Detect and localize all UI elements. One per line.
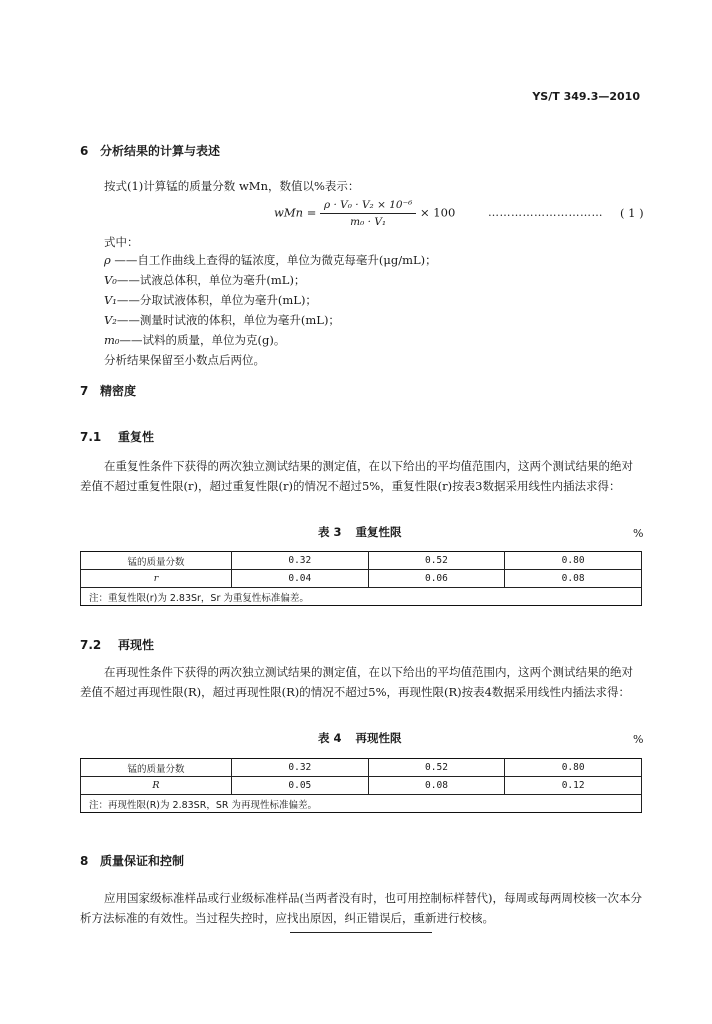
formula-fraction <box>320 198 416 229</box>
where-label: 式中： <box>104 235 139 249</box>
table-note-row: 注：再现性限(R)为 2.83SR，SR 为再现性标准偏差。 <box>81 795 642 813</box>
repeatability-paragraph: 在重复性条件下获得的两次独立测试结果的测定值，在以下给出的平均值范围内，这两个测试结果的绝对差值不超过重复性限(r)，超过重复性限(r)的情况不超过5%，重复性限(r)按表3数据采用线性内插法求得： <box>80 459 633 493</box>
table-3-unit: % <box>633 527 644 540</box>
table-row: R 0.05 0.08 0.12 <box>81 777 642 795</box>
section-7-2-heading: 7.2 再现性 <box>80 638 155 652</box>
table-4-unit: % <box>633 733 644 746</box>
end-rule <box>290 932 432 933</box>
table-3 <box>80 551 642 606</box>
section-title: 分析结果的计算与表述 <box>100 144 221 158</box>
formula-eq: = <box>306 205 317 220</box>
variable-item: V₂——测量时试液的体积，单位为毫升(mL)； <box>104 313 340 327</box>
section-7-heading: 7 精密度 <box>80 384 137 398</box>
formula-1 <box>274 198 455 229</box>
table-row: r 0.04 0.06 0.08 <box>81 570 642 588</box>
formula-numerator: ρ · V₀ · V₂ × 10⁻⁶ <box>320 198 416 214</box>
table-4 <box>80 758 642 813</box>
formula-lhs: wMn <box>274 205 304 220</box>
quality-control-paragraph: 应用国家级标准样品或行业级标准样品(当两者没有时，也可用控制标样替代)，每周或每两周校核一次本分析方法标准的有效性。当过程失控时，应找出原因，纠正错误后，重新进行校核。 <box>80 891 642 925</box>
variable-item: ρ ——自工作曲线上查得的锰浓度，单位为微克每毫升(μg/mL)； <box>104 253 437 267</box>
section-6-heading <box>80 142 220 159</box>
formula-leader-dots: ………………………… <box>488 206 603 219</box>
variable-item: m₀——试料的质量，单位为克(g)。 <box>104 333 286 347</box>
variable-item: V₁——分取试液体积，单位为毫升(mL)； <box>104 293 317 307</box>
table-3-caption: 表 3 重复性限 <box>318 525 402 539</box>
table-note-row: 注：重复性限(r)为 2.83Sr，Sr 为重复性标准偏差。 <box>81 588 642 606</box>
variable-list <box>104 250 437 370</box>
reproducibility-paragraph: 在再现性条件下获得的两次独立测试结果的测定值，在以下给出的平均值范围内，这两个测试结果的绝对差值不超过再现性限(R)，超过再现性限(R)的情况不超过5%，再现性限(R)按表4数据采用线性内插法求得： <box>80 665 633 699</box>
table-row: 锰的质量分数 0.32 0.52 0.80 <box>81 759 642 777</box>
result-note: 分析结果保留至小数点后两位。 <box>104 353 265 367</box>
variable-item: V₀——试液总体积，单位为毫升(mL)； <box>104 273 306 287</box>
formula-number: ( 1 ) <box>620 206 644 220</box>
formula-denominator: m₀ · V₁ <box>350 216 387 228</box>
section-number: 6 <box>80 144 89 158</box>
standard-code: YS/T 349.3—2010 <box>532 90 640 103</box>
formula-times: × 100 <box>420 205 456 220</box>
table-4-caption: 表 4 再现性限 <box>318 731 402 745</box>
section-8-heading: 8 质量保证和控制 <box>80 854 185 868</box>
calc-intro: 按式(1)计算锰的质量分数 wMn，数值以%表示： <box>104 179 360 193</box>
section-7-1-heading: 7.1 重复性 <box>80 430 155 444</box>
table-row: 锰的质量分数 0.32 0.52 0.80 <box>81 552 642 570</box>
